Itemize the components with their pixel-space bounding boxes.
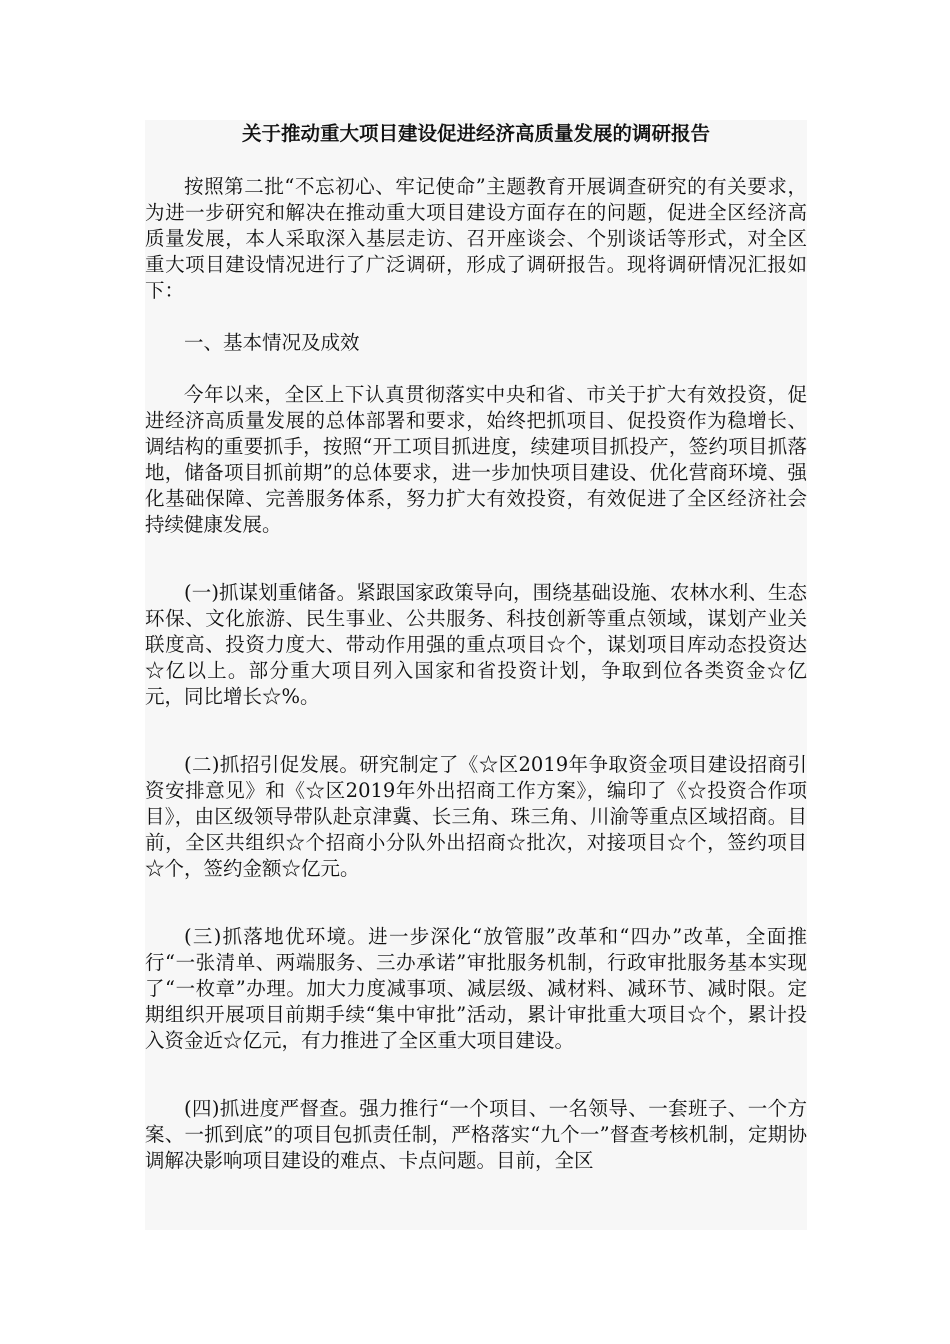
paragraph-item-4: (四)抓进度严督查。强力推行“一个项目、一名领导、一套班子、一个方案、一抓到底”的项目包抓责任制，严格落实“九个一”督查考核机制，定期协调解决影响项目建设的难点、卡点问题。目前，全区 [145, 1097, 807, 1172]
document-body [145, 120, 807, 1174]
paragraph-item-2: (二)抓招引促发展。研究制定了《☆区2019年争取资金项目建设招商引资安排意见》和《☆区2019年外出招商工作方案》，编印了《☆投资合作项目》，由区级领导带队赴京津冀、长三角、珠三角、川渝等重点区域招商。目前，全区共组织☆个招商小分队外出招商☆批次，对接项目☆个，签约项目☆个，签约金额☆亿元。 [145, 753, 807, 880]
section-heading: 一、基本情况及成效 [184, 331, 360, 354]
paragraph-intro: 按照第二批“不忘初心、牢记使命”主题教育开展调查研究的有关要求，为进一步研究和解决在推动重大项目建设方面存在的问题，促进全区经济高质量发展，本人采取深入基层走访、召开座谈会、个别谈话等形式，对全区重大项目建设情况进行了广泛调研，形成了调研报告。现将调研情况汇报如下： [145, 175, 807, 302]
paragraph-item-3: (三)抓落地优环境。进一步深化“放管服”改革和“四办”改革，全面推行“一张清单、两端服务、三办承诺”审批服务机制，行政审批服务基本实现了“一枚章”办理。加大力度减事项、减层级、减材料、减环节、减时限。定期组织开展项目前期手续“集中审批”活动，累计审批重大项目☆个，累计投入资金近☆亿元，有力推进了全区重大项目建设。 [145, 925, 807, 1052]
document-title: 关于推动重大项目建设促进经济高质量发展的调研报告 [241, 122, 710, 145]
paragraph-overview: 今年以来，全区上下认真贯彻落实中央和省、市关于扩大有效投资，促进经济高质量发展的总体部署和要求，始终把抓项目、促投资作为稳增长、调结构的重要抓手，按照“开工项目抓进度，续建项目抓投产，签约项目抓落地，储备项目抓前期”的总体要求，进一步加快项目建设、优化营商环境、强化基础保障、完善服务体系，努力扩大有效投资，有效促进了全区经济社会持续健康发展。 [145, 383, 807, 536]
paragraph-item-1: (一)抓谋划重储备。紧跟国家政策导向，围绕基础设施、农林水利、生态环保、文化旅游、民生事业、公共服务、科技创新等重点领域，谋划产业关联度高、投资力度大、带动作用强的重点项目☆个，谋划项目库动态投资达☆亿以上。部分重大项目列入国家和省投资计划，争取到位各类资金☆亿元，同比增长☆%。 [145, 581, 807, 708]
